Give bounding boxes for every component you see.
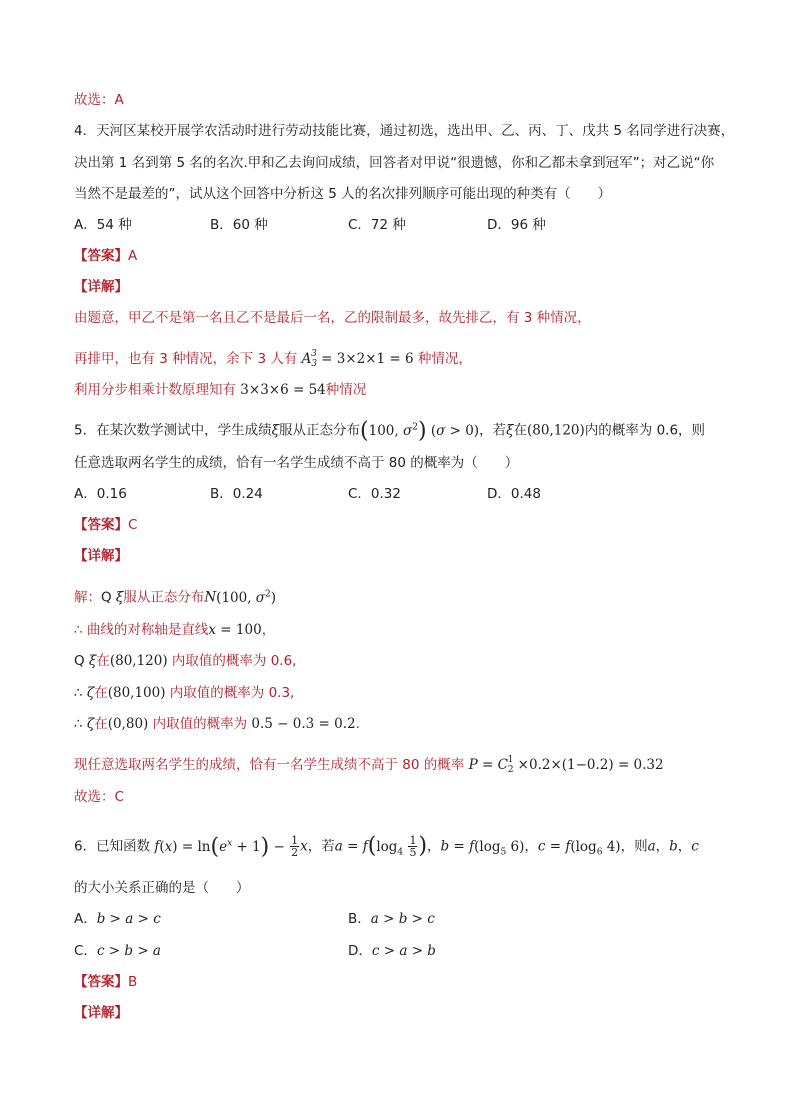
q4-stem-line-3: 当然不是最差的”，试从这个回答中分析这 5 人的名次排列顺序可能出现的种类有（ ） — [74, 186, 612, 202]
q6-stem-line-1: 6．已知函数 $f(x) = \ln(e^x + 1)$ − $\frac{1}{2}$ x，若$a = f(\log_4$ $\frac{1}{5}$ )，$b = f(\log_5$ 6)，$c = f(\log_6$ 4)，则a，b，c — [74, 833, 699, 859]
q5-detail-label: 【详解】 — [74, 548, 128, 564]
q5-stem-line-1: 5．在某次数学测试中，学生成绩ξ服从正态分布(100, $\sigma^2$) (σ > 0)，若ξ在(80,120)内的概率为 0.6，则 — [74, 418, 706, 443]
q4-solution-line-2: 再排甲，也有 3 种情况，余下 3 人有 $A_3^3 = 3\times 2\times 1 = 6$ 种情况， — [74, 349, 472, 369]
q4-option-b: B．60 种 — [210, 217, 268, 233]
q6-answer: 【答案】B — [74, 974, 138, 990]
q6-option-b: B．a > b > c — [348, 911, 435, 927]
q4-option-d: D．96 种 — [487, 217, 546, 233]
q5-option-a: A．0.16 — [74, 486, 127, 502]
q5-solution-line-4: ∴ ζ在(80,100) 内取值的概率为 0.3, — [74, 685, 295, 701]
q5-solution-line-2: ∴ 曲线的对称轴是直线x = 100， — [74, 622, 276, 638]
q5-option-c: C．0.32 — [348, 486, 401, 502]
permutation-formula: $A_3^3$ — [301, 349, 318, 369]
q6-stem-line-2: 的大小关系正确的是（ ） — [74, 880, 250, 896]
q6-detail-label: 【详解】 — [74, 1005, 128, 1021]
q4-solution-line-3: 利用分步相乘计数原理知有 3×3×6 = 54种情况 — [74, 382, 367, 398]
q4-answer: 【答案】A — [74, 248, 138, 264]
q4-solution-line-1: 由题意，甲乙不是第一名且乙不是最后一名，乙的限制最多，故先排乙，有 3 种情况， — [74, 310, 591, 326]
q5-solution-line-3: Q ξ在(80,120) 内取值的概率为 0.6, — [74, 653, 297, 669]
q4-stem-line-1: 4．天河区某校开展学农活动时进行劳动技能比赛，通过初选，选出甲、乙、丙、丁、戊共 5 名同学进行决赛， — [74, 123, 735, 139]
q5-conclusion: 故选：C — [74, 789, 124, 805]
q6-option-d: D．c > a > b — [348, 943, 436, 959]
q5-option-b: B．0.24 — [210, 486, 263, 502]
q5-option-d: D．0.48 — [487, 486, 541, 502]
q5-stem-line-2: 任意选取两名学生的成绩，恰有一名学生成绩不高于 80 的概率为（ ） — [74, 455, 519, 471]
q6-option-a: A．b > a > c — [74, 911, 161, 927]
q4-detail-label: 【详解】 — [74, 279, 128, 295]
q4-option-c: C．72 种 — [348, 217, 406, 233]
q3-conclusion: 故选：A — [74, 92, 124, 108]
q5-solution-line-1: 解：Q ξ服从正态分布N(100, $\sigma^2$) — [74, 589, 277, 606]
q6-option-c: C．c > b > a — [74, 943, 161, 959]
q5-solution-line-6: 现任意选取两名学生的成绩，恰有一名学生成绩不高于 80 的概率 $P = C_2^1 \times 0.2\times(1-0.2) = 0.32$ — [74, 755, 664, 775]
q5-answer: 【答案】C — [74, 517, 138, 533]
q4-option-a: A．54 种 — [74, 217, 132, 233]
q4-stem-line-2: 决出第 1 名到第 5 名的名次.甲和乙去询问成绩，回答者对甲说“很遗憾，你和乙都未拿到冠军”；对乙说“你 — [74, 155, 715, 171]
q5-solution-line-5: ∴ ζ在(0,80) 内取值的概率为 0.5 − 0.3 = 0.2． — [74, 716, 370, 732]
